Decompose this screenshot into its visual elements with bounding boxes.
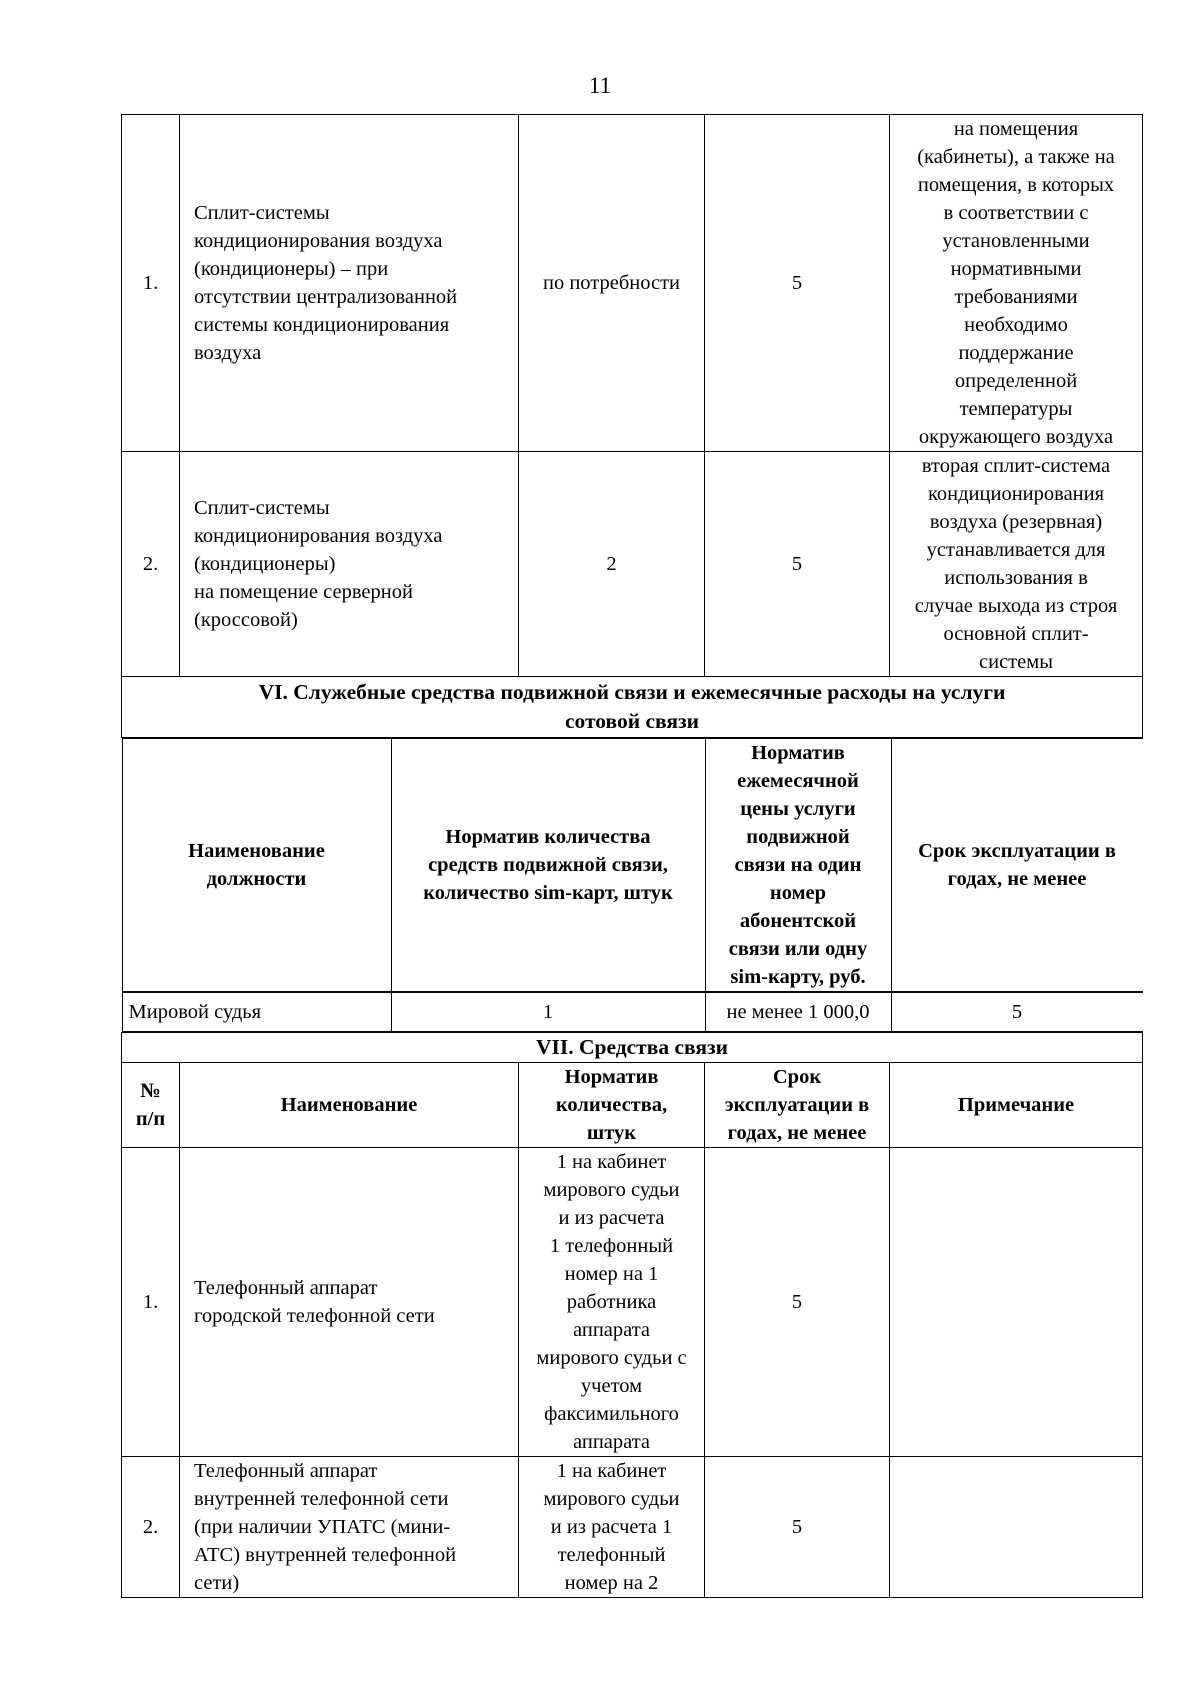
item-name: Сплит-системы кондиционирования воздуха (кондиционеры) на помещение серверной (кроссовой)	[180, 452, 519, 677]
item-note	[890, 1148, 1143, 1457]
table-row	[122, 115, 1143, 452]
header-row	[122, 1063, 1143, 1148]
header-term: Срок эксплуатации в годах, не менее	[705, 1063, 890, 1148]
header-norm: Норматив количества, штук	[519, 1063, 705, 1148]
item-name: Сплит-системы кондиционирования воздуха (кондиционеры) – при отсутствии централизованной системы кондиционирования воздуха	[180, 115, 519, 452]
section-6-grid	[122, 992, 1143, 1033]
header-term: Срок эксплуатации в годах, не менее	[891, 739, 1143, 992]
row-number: 1.	[122, 1148, 180, 1457]
item-norm: 1 на кабинет мирового судьи и из расчета 1 телефонный номер на 1 работника аппарата мирового судьи с учетом факсимильного аппарата	[519, 1148, 705, 1457]
header-quantity: Норматив количества средств подвижной связи, количество sim-карт, штук	[391, 739, 705, 992]
normative-table	[121, 114, 1142, 1598]
section-title-row	[122, 677, 1143, 738]
item-norm: по потребности	[519, 115, 705, 452]
table-row	[122, 1148, 1143, 1457]
term-value: 5	[891, 993, 1143, 1032]
header-position: Наименование должности	[122, 739, 391, 992]
item-norm: 1 на кабинет мирового судьи и из расчета 1 телефонный номер на 2	[519, 1457, 705, 1598]
position-name: Мировой судья	[122, 993, 391, 1032]
item-name: Телефонный аппарат внутренней телефонной сети (при наличии УПАТС (мини- АТС) внутренней телефонной сети)	[180, 1457, 519, 1598]
table-row	[122, 452, 1143, 677]
header-row	[122, 738, 1143, 993]
item-note: вторая сплит-система кондиционирования воздуха (резервная) устанавливается для использования в случае выхода из строя основной сплит- системы	[890, 452, 1143, 677]
header-note: Примечание	[890, 1063, 1143, 1148]
table-row	[122, 1457, 1143, 1598]
row-number: 2.	[122, 452, 180, 677]
item-note	[890, 1457, 1143, 1598]
item-name: Телефонный аппарат городской телефонной сети	[180, 1148, 519, 1457]
item-norm: 2	[519, 452, 705, 677]
item-note: на помещения (кабинеты), а также на помещения, в которых в соответствии с установленными нормативными требованиями необходимо поддержание определенной температуры окружающего воздуха	[890, 115, 1143, 452]
row-number: 2.	[122, 1457, 180, 1598]
section-6-grid	[122, 738, 1143, 993]
section-title-row	[122, 1033, 1143, 1063]
row-number: 1.	[122, 115, 180, 452]
section-7-title: VII. Средства связи	[122, 1033, 1143, 1063]
quantity-value: 1	[391, 993, 705, 1032]
item-term: 5	[705, 1148, 890, 1457]
header-price: Норматив ежемесячной цены услуги подвижной связи на один номер абонентской связи или одну sim-карту, руб.	[705, 739, 891, 992]
item-term: 5	[705, 115, 890, 452]
section-6-title: VI. Служебные средства подвижной связи и ежемесячные расходы на услуги сотовой связи	[122, 677, 1143, 738]
item-term: 5	[705, 452, 890, 677]
price-value: не менее 1 000,0	[705, 993, 891, 1032]
table-row	[122, 992, 1143, 1033]
page-number: 11	[588, 73, 612, 98]
header-name: Наименование	[180, 1063, 519, 1148]
header-num: № п/п	[122, 1063, 180, 1148]
item-term: 5	[705, 1457, 890, 1598]
